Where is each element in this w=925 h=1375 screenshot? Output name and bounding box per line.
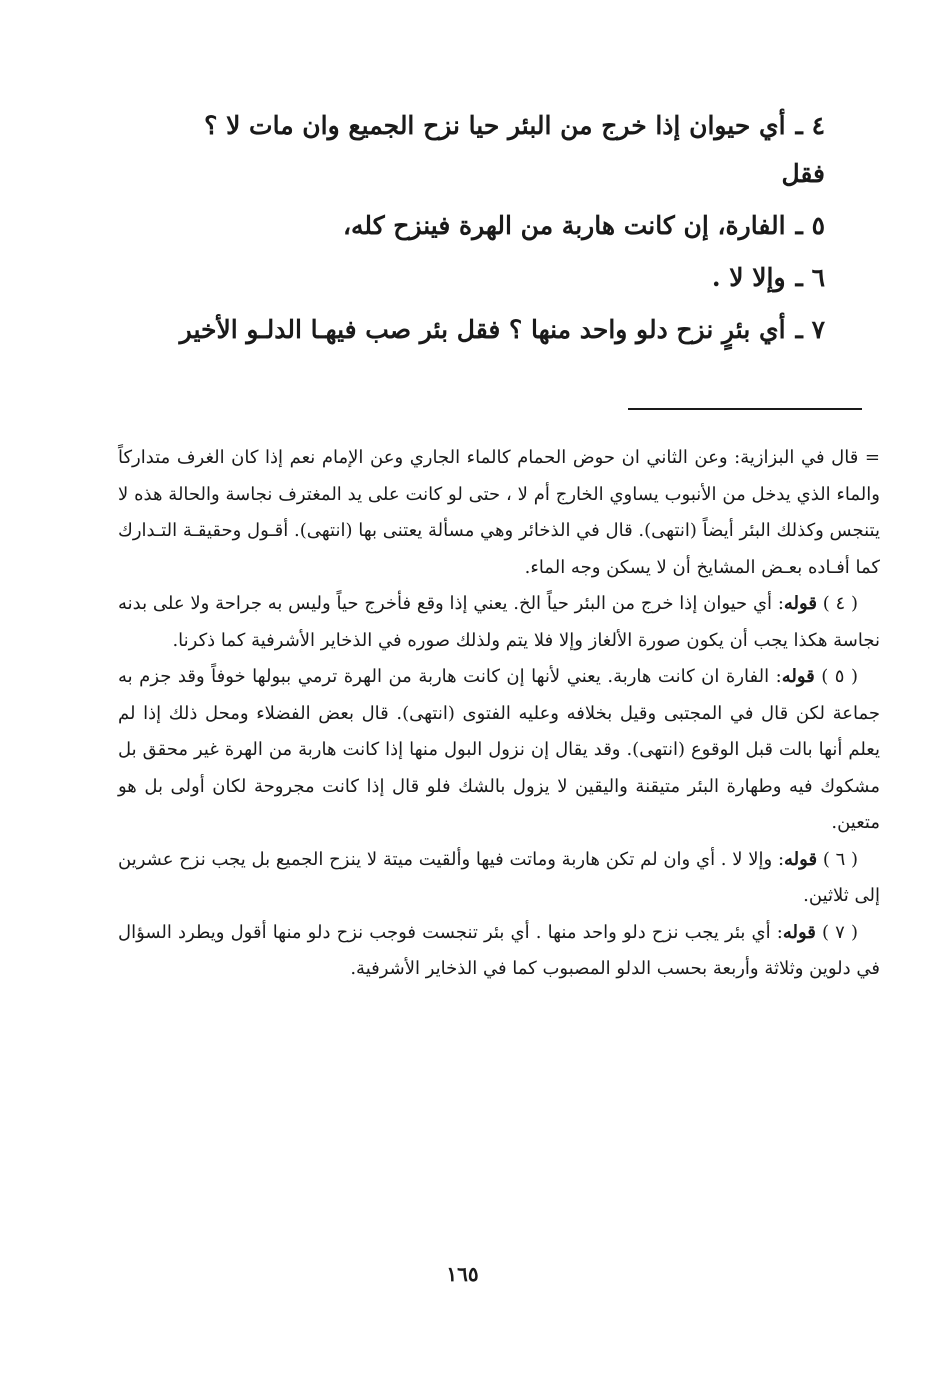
footnotes	[118, 440, 880, 988]
footnote-text: : أي حيوان إذا خرج من البئر حياً الخ. يعني إذا وقع فأخرج حياً وليس به جراحة ولا على بدنه نجاسة هكذا يجب أن يكون صورة الألغاز وإلا فلا يتم ولذلك صوره في الذخاير الأشرفية كما ذكرنا.	[118, 593, 880, 651]
footnote-keyword: قوله	[782, 921, 816, 943]
main-line-2	[110, 148, 825, 200]
footnote-keyword: قوله	[781, 666, 815, 687]
footnote-prefix: ( ٤ )	[816, 593, 859, 614]
main-line-4	[110, 252, 825, 304]
footnote-6	[118, 842, 880, 915]
line-text: الفارة، إن كانت هاربة من الهرة فينزح كله،	[342, 211, 786, 240]
footnote-7	[118, 915, 880, 988]
footnote-text: : وإلا لا . أي وان لم تكن هاربة وماتت فيها وألقيت ميتة لا ينزح الجميع بل يجب نزح عشرين إلى ثلاثين.	[118, 848, 880, 906]
line-text: أي بئرٍ نزح دلو واحد منها ؟ فقل بئر صب فيهـا الدلـو الأخير	[179, 315, 786, 344]
footnote-prefix: ( ٧ )	[815, 921, 858, 943]
main-line-5	[110, 304, 825, 356]
footnote-keyword: قوله	[784, 848, 818, 870]
footnote-continued	[118, 440, 880, 586]
footnote-prefix: ( ٦ )	[817, 848, 859, 870]
footnote-prefix: =	[858, 447, 881, 468]
main-line-3	[110, 200, 825, 252]
footnote-text: : أي بئر يجب نزح دلو واحد منها . أي بئر تنجست فوجب نزح دلو منها أقول ويطرد السؤال في دلوين وثلاثة وأربعة بحسب الدلو المصبوب كما في الذخاير الأشرفية.	[118, 921, 880, 979]
line-text: أي حيوان إذا خرج من البئر حيا نزح الجميع وان مات لا ؟	[204, 111, 786, 140]
footnote-5	[118, 659, 880, 842]
page-number: ١٦٥	[446, 1262, 479, 1286]
footnote-text: قال في البزازية: وعن الثاني ان حوض الحمام كالماء الجاري وعن الإمام نعم إذا كان الغرف متداركاً والماء الذي يدخل من الأنبوب يساوي الخارج أم لا ، حتى لو كانت على يد المغترف نجاسة والحالة هذه لا يتنجس وكذلك البئر أيضاً (انتهى). قال في الذخائر وهي مسألة يعتنى بها (انتهى). أقـول وحقيقـة التـدارك كما أفـاده بعـض المشايخ أن لا يسكن وجه الماء.	[118, 447, 880, 578]
line-number: ٦ ـ	[795, 263, 825, 292]
footnote-prefix: ( ٥ )	[814, 666, 859, 687]
footnote-separator	[628, 408, 862, 410]
main-text	[110, 100, 825, 356]
line-text: فقل	[781, 159, 825, 188]
footnote-4	[118, 586, 880, 659]
line-number: ٤ ـ	[795, 111, 825, 140]
footnote-keyword: قوله	[783, 593, 817, 614]
main-line-1	[110, 100, 825, 152]
footnote-text: : الفارة ان كانت هاربة. يعني لأنها إن كانت هاربة من الهرة ترمي ببولها خوفاً وقد جزم به جماعة لكن قال في المجتبى وقيل بخلافه وعليه الفتوى (انتهى). قال بعض الفضلاء ومحل ذلك إذا لم يعلم أنها بالت قبل الوقوع (انتهى). وقد يقال إن نزول البول منها إذا كانت هاربة من الهرة غير محقق بل مشكوك فيه وطهارة البئر متيقنة واليقين لا يزول بالشك فلو قال إذا كانت مجروحة لكان أولى بل هو متعين.	[118, 666, 880, 833]
line-number: ٧ ـ	[795, 315, 825, 344]
line-number: ٥ ـ	[795, 211, 825, 240]
line-text: وإلا لا .	[711, 263, 786, 292]
